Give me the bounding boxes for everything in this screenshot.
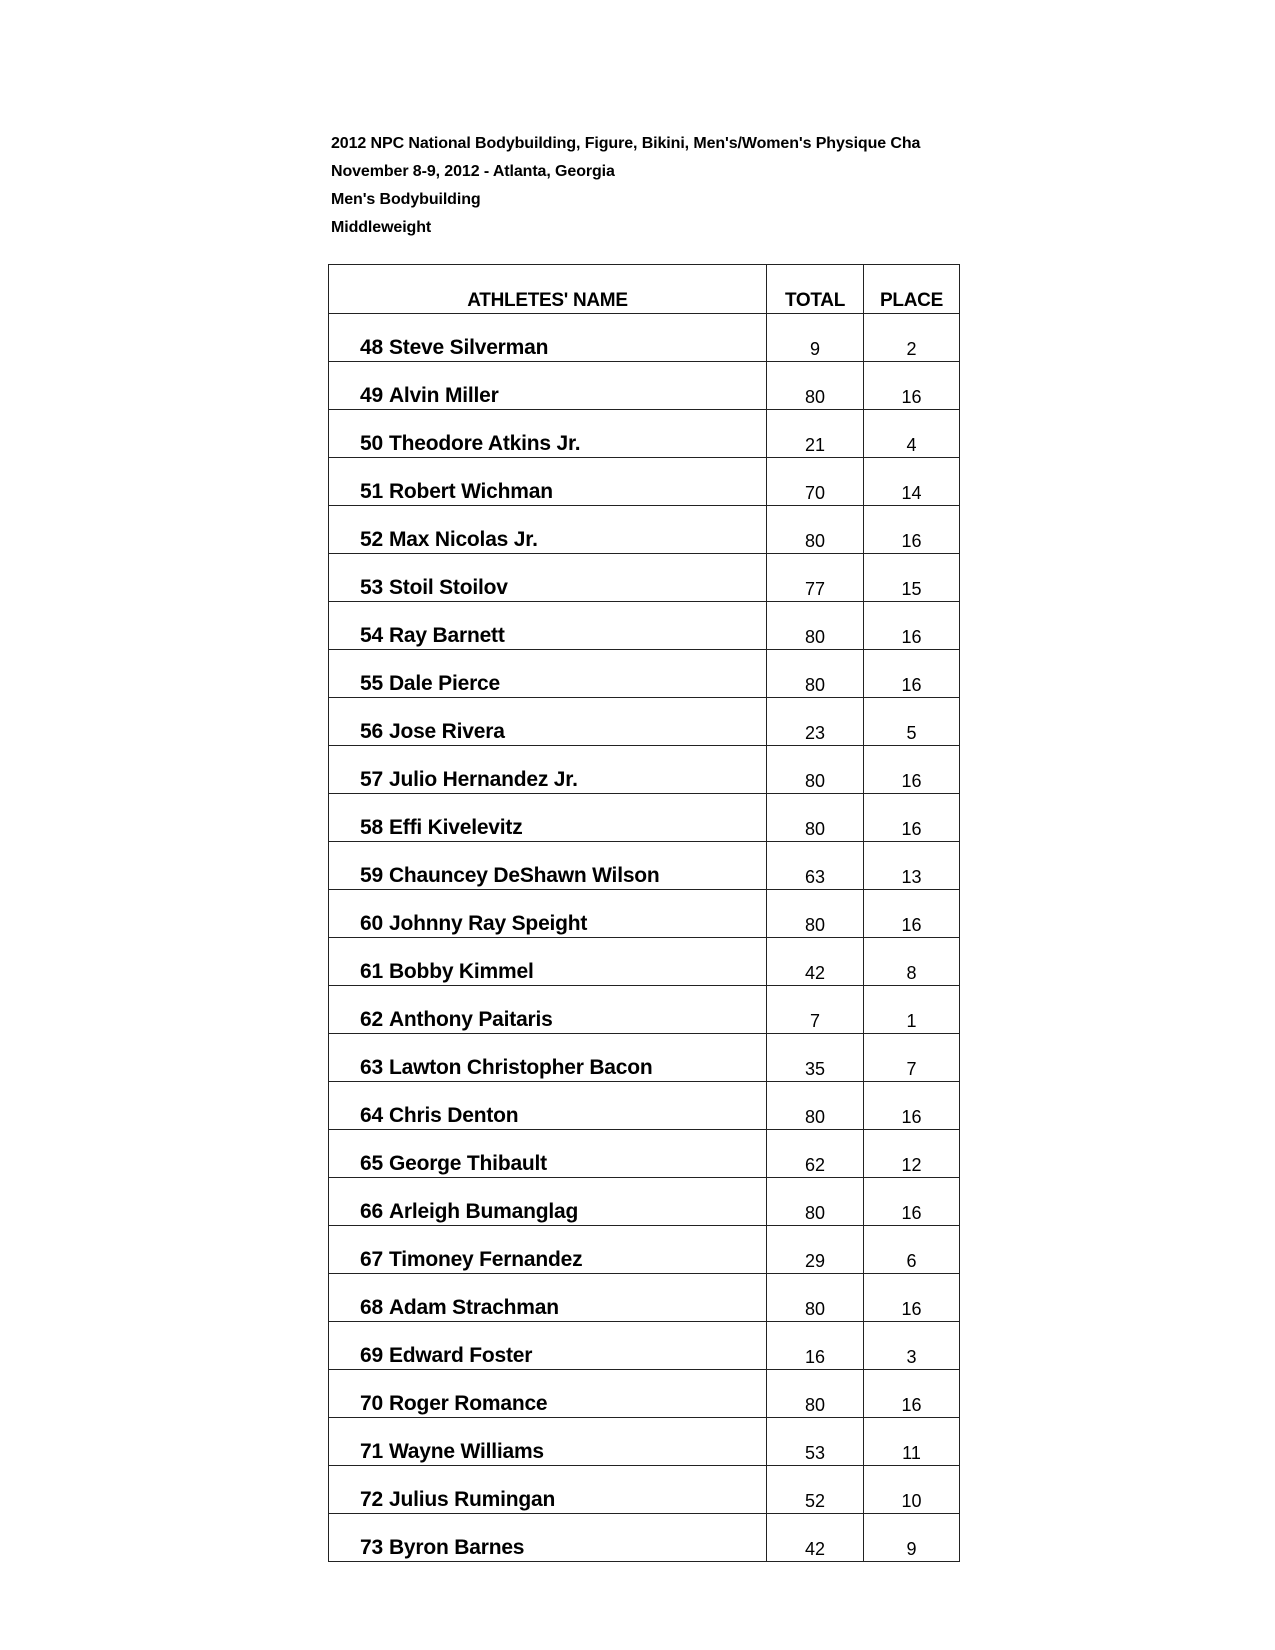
table-row xyxy=(329,362,960,410)
athlete-number: 70 xyxy=(360,1392,383,1415)
table-row xyxy=(329,1034,960,1082)
athlete-name: Johnny Ray Speight xyxy=(388,912,588,935)
athlete-number: 55 xyxy=(360,672,383,695)
athlete-name: Lawton Christopher Bacon xyxy=(388,1056,653,1079)
athlete-name: Wayne Williams xyxy=(388,1440,544,1463)
athlete-cell xyxy=(329,746,767,794)
athlete-name: Robert Wichman xyxy=(388,480,553,503)
athlete-cell xyxy=(329,1130,767,1178)
place: 12 xyxy=(864,1130,960,1178)
column-header-total: TOTAL xyxy=(767,265,864,314)
athlete-name: Bobby Kimmel xyxy=(388,960,534,983)
athlete-name: Byron Barnes xyxy=(388,1536,525,1559)
athlete-name: Alvin Miller xyxy=(388,384,499,407)
table-row xyxy=(329,1370,960,1418)
athlete-number: 48 xyxy=(360,336,383,359)
athlete-cell xyxy=(329,986,767,1034)
athlete-name: Stoil Stoilov xyxy=(388,576,508,599)
place: 16 xyxy=(864,890,960,938)
total-score: 29 xyxy=(767,1226,864,1274)
athlete-number: 54 xyxy=(360,624,383,647)
table-row xyxy=(329,746,960,794)
place: 4 xyxy=(864,410,960,458)
athlete-cell xyxy=(329,1082,767,1130)
place: 10 xyxy=(864,1466,960,1514)
place: 16 xyxy=(864,506,960,554)
table-row xyxy=(329,1322,960,1370)
athlete-number: 71 xyxy=(360,1440,383,1463)
athlete-number: 57 xyxy=(360,768,383,791)
athlete-number: 73 xyxy=(360,1536,383,1559)
athlete-name: Jose Rivera xyxy=(388,720,505,743)
column-header-athletes-name: ATHLETES' NAME xyxy=(329,265,767,314)
athlete-cell xyxy=(329,1178,767,1226)
total-score: 80 xyxy=(767,506,864,554)
results-body xyxy=(329,314,960,1562)
table-row xyxy=(329,698,960,746)
table-row xyxy=(329,1130,960,1178)
total-score: 9 xyxy=(767,314,864,362)
total-score: 80 xyxy=(767,746,864,794)
athlete-name: Effi Kivelevitz xyxy=(388,816,523,839)
athlete-name: Dale Pierce xyxy=(388,672,501,695)
place: 15 xyxy=(864,554,960,602)
athlete-number: 65 xyxy=(360,1152,383,1175)
table-row xyxy=(329,1418,960,1466)
athlete-name: Anthony Paitaris xyxy=(388,1008,553,1031)
athlete-cell xyxy=(329,1274,767,1322)
place: 16 xyxy=(864,1274,960,1322)
total-score: 42 xyxy=(767,1514,864,1562)
athlete-cell xyxy=(329,1514,767,1562)
athlete-cell xyxy=(329,938,767,986)
place: 14 xyxy=(864,458,960,506)
table-row xyxy=(329,938,960,986)
athlete-cell xyxy=(329,842,767,890)
table-row xyxy=(329,650,960,698)
total-score: 80 xyxy=(767,890,864,938)
athlete-cell xyxy=(329,1466,767,1514)
athlete-cell xyxy=(329,314,767,362)
athlete-name: Julio Hernandez Jr. xyxy=(388,768,578,791)
place: 16 xyxy=(864,746,960,794)
athlete-name: Ray Barnett xyxy=(388,624,505,647)
athlete-name: Timoney Fernandez xyxy=(388,1248,583,1271)
total-score: 63 xyxy=(767,842,864,890)
athlete-name: George Thibault xyxy=(388,1152,547,1175)
event-title: 2012 NPC National Bodybuilding, Figure, Bikini, Men's/Women's Physique Cha xyxy=(331,135,921,152)
athlete-number: 68 xyxy=(360,1296,383,1319)
athlete-number: 60 xyxy=(360,912,383,935)
total-score: 80 xyxy=(767,1178,864,1226)
athlete-number: 67 xyxy=(360,1248,383,1271)
athlete-cell xyxy=(329,506,767,554)
athlete-name: Edward Foster xyxy=(388,1344,533,1367)
athlete-number: 50 xyxy=(360,432,383,455)
place: 7 xyxy=(864,1034,960,1082)
results-table xyxy=(328,264,960,1562)
place: 5 xyxy=(864,698,960,746)
total-score: 62 xyxy=(767,1130,864,1178)
total-score: 35 xyxy=(767,1034,864,1082)
table-row xyxy=(329,410,960,458)
place: 6 xyxy=(864,1226,960,1274)
table-row xyxy=(329,554,960,602)
athlete-number: 62 xyxy=(360,1008,383,1031)
place: 16 xyxy=(864,1082,960,1130)
document-header xyxy=(331,130,959,242)
total-score: 70 xyxy=(767,458,864,506)
athlete-number: 72 xyxy=(360,1488,383,1511)
athlete-name: Arleigh Bumanglag xyxy=(388,1200,579,1223)
athlete-cell xyxy=(329,1322,767,1370)
athlete-name: Theodore Atkins Jr. xyxy=(388,432,581,455)
total-score: 7 xyxy=(767,986,864,1034)
place: 11 xyxy=(864,1418,960,1466)
total-score: 53 xyxy=(767,1418,864,1466)
athlete-name: Max Nicolas Jr. xyxy=(388,528,538,551)
athlete-cell xyxy=(329,602,767,650)
place: 16 xyxy=(864,1370,960,1418)
place: 2 xyxy=(864,314,960,362)
place: 3 xyxy=(864,1322,960,1370)
total-score: 77 xyxy=(767,554,864,602)
total-score: 80 xyxy=(767,602,864,650)
athlete-cell xyxy=(329,554,767,602)
total-score: 52 xyxy=(767,1466,864,1514)
place: 16 xyxy=(864,362,960,410)
table-row xyxy=(329,458,960,506)
athlete-cell xyxy=(329,1034,767,1082)
athlete-name: Julius Rumingan xyxy=(388,1488,556,1511)
place: 1 xyxy=(864,986,960,1034)
division-name: Men's Bodybuilding xyxy=(331,191,481,208)
athlete-name: Adam Strachman xyxy=(388,1296,559,1319)
total-score: 80 xyxy=(767,1082,864,1130)
event-date-location: November 8-9, 2012 - Atlanta, Georgia xyxy=(331,163,615,180)
place: 13 xyxy=(864,842,960,890)
place: 16 xyxy=(864,602,960,650)
athlete-number: 59 xyxy=(360,864,383,887)
athlete-number: 61 xyxy=(360,960,383,983)
athlete-cell xyxy=(329,794,767,842)
athlete-number: 64 xyxy=(360,1104,383,1127)
table-header-row xyxy=(329,265,960,314)
athlete-name: Steve Silverman xyxy=(388,336,549,359)
athlete-cell xyxy=(329,698,767,746)
athlete-cell xyxy=(329,458,767,506)
total-score: 80 xyxy=(767,650,864,698)
column-header-place: PLACE xyxy=(864,265,960,314)
table-row xyxy=(329,1226,960,1274)
table-row xyxy=(329,1178,960,1226)
place: 16 xyxy=(864,650,960,698)
table-row xyxy=(329,890,960,938)
total-score: 80 xyxy=(767,1274,864,1322)
place: 16 xyxy=(864,794,960,842)
total-score: 42 xyxy=(767,938,864,986)
total-score: 16 xyxy=(767,1322,864,1370)
athlete-name: Chris Denton xyxy=(388,1104,519,1127)
table-row xyxy=(329,986,960,1034)
athlete-cell xyxy=(329,362,767,410)
place: 8 xyxy=(864,938,960,986)
athlete-number: 63 xyxy=(360,1056,383,1079)
athlete-number: 52 xyxy=(360,528,383,551)
table-row xyxy=(329,1514,960,1562)
athlete-number: 56 xyxy=(360,720,383,743)
table-row xyxy=(329,842,960,890)
athlete-number: 58 xyxy=(360,816,383,839)
table-row xyxy=(329,602,960,650)
athlete-number: 51 xyxy=(360,480,383,503)
athlete-cell xyxy=(329,1370,767,1418)
total-score: 80 xyxy=(767,1370,864,1418)
athlete-cell xyxy=(329,650,767,698)
athlete-number: 53 xyxy=(360,576,383,599)
total-score: 80 xyxy=(767,362,864,410)
athlete-number: 66 xyxy=(360,1200,383,1223)
table-row xyxy=(329,314,960,362)
athlete-cell xyxy=(329,1226,767,1274)
weight-class: Middleweight xyxy=(331,219,432,236)
athlete-name: Chauncey DeShawn Wilson xyxy=(388,864,660,887)
table-row xyxy=(329,1466,960,1514)
total-score: 23 xyxy=(767,698,864,746)
total-score: 21 xyxy=(767,410,864,458)
place: 16 xyxy=(864,1178,960,1226)
total-score: 80 xyxy=(767,794,864,842)
athlete-cell xyxy=(329,890,767,938)
athlete-cell xyxy=(329,410,767,458)
table-row xyxy=(329,1274,960,1322)
athlete-number: 49 xyxy=(360,384,383,407)
athlete-cell xyxy=(329,1418,767,1466)
table-row xyxy=(329,506,960,554)
table-row xyxy=(329,1082,960,1130)
athlete-number: 69 xyxy=(360,1344,383,1367)
table-row xyxy=(329,794,960,842)
athlete-name: Roger Romance xyxy=(388,1392,548,1415)
place: 9 xyxy=(864,1514,960,1562)
